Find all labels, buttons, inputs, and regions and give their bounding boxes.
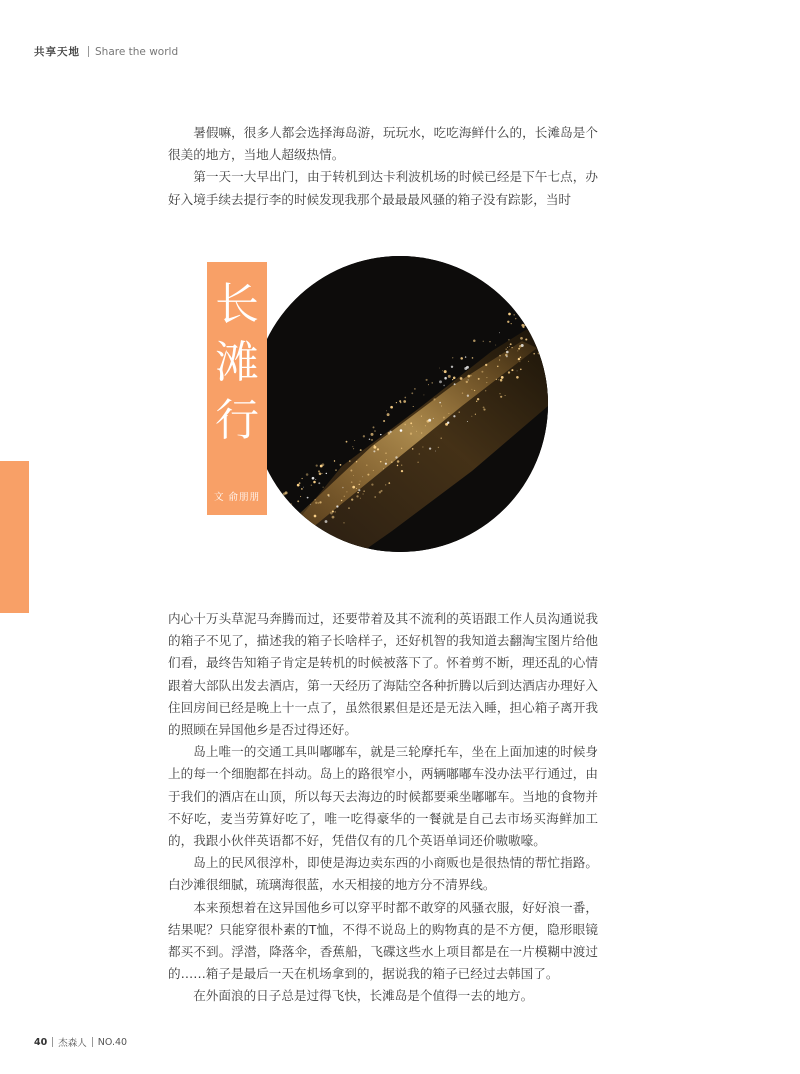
city-light [322,463,325,466]
city-light [422,446,423,447]
city-light [417,462,418,463]
city-light [478,378,480,380]
city-light [507,347,508,348]
city-light [307,497,309,499]
city-light [542,348,545,351]
night-city-lights-image [252,256,548,552]
city-light [519,345,522,348]
city-light [373,450,375,452]
city-light [483,406,485,408]
city-light [411,392,413,394]
city-light [371,483,373,485]
city-light [400,429,403,432]
city-light [318,470,320,472]
city-light [395,456,397,458]
city-light [520,368,522,370]
city-light [380,434,381,435]
city-light [506,351,509,354]
city-light [509,346,510,347]
city-light [477,398,479,400]
city-light [346,441,348,443]
city-light [344,522,345,523]
city-light [508,339,509,340]
city-light [474,390,475,391]
city-light [462,392,463,393]
city-light [314,499,315,500]
article-title [207,276,267,450]
city-light [544,336,545,337]
city-light [403,400,406,403]
city-light [396,402,397,403]
city-light [513,314,515,316]
city-light [397,460,400,463]
city-light [373,446,376,449]
city-light [373,470,374,471]
city-light [419,453,420,454]
city-light [454,383,456,385]
city-light [326,473,327,474]
city-light [520,337,523,340]
city-light [546,341,548,344]
city-light [519,361,520,362]
city-light [428,419,431,422]
city-light [321,473,322,474]
city-light [452,357,453,358]
city-light [516,305,518,307]
city-light [475,414,476,415]
city-light [485,364,487,366]
city-light [459,412,460,413]
city-light [306,473,309,476]
city-light [404,424,406,426]
city-light [413,406,414,407]
footer-divider [92,1037,93,1047]
city-light [520,302,521,303]
city-light [476,401,477,402]
city-light [399,400,401,402]
city-light [332,510,334,512]
city-light [536,322,539,325]
city-light [444,377,447,380]
city-light [352,486,355,489]
city-light [389,431,391,433]
city-light [468,379,469,380]
city-light [314,526,316,528]
city-light [352,446,353,447]
city-light [325,520,328,523]
city-light [433,418,434,419]
city-light [447,422,449,424]
paragraph: 在外面浪的日子总是过得飞快，长滩岛是个值得一去的地方。 [193,988,534,1004]
city-light [373,426,375,428]
city-light [441,438,442,439]
city-light [453,415,455,417]
city-light [442,370,443,371]
city-light [467,375,470,378]
city-light [438,447,439,448]
city-light [486,377,487,378]
article-photo [252,256,548,552]
paragraph: 岛上的民风很淳朴，即使是海边卖东西的小商贩也是很热情的帮忙指路。白沙滩很细腻，琉璃海很蓝，水天相接的地方分不清界线。 [168,855,598,893]
city-light [499,355,501,357]
city-light [517,370,518,371]
city-light [299,482,301,484]
city-light [318,482,320,484]
city-light [298,519,300,521]
city-light [358,489,360,491]
city-light [311,530,313,532]
city-light [341,500,342,501]
city-light [346,491,347,492]
city-light [467,421,468,422]
header-divider [88,46,89,57]
city-light [310,504,311,505]
magazine-name: 杰森人 [58,1038,87,1049]
city-light [379,491,381,493]
city-light [377,448,379,450]
city-light [489,341,490,342]
city-light [385,484,386,485]
city-light [314,515,317,518]
city-light [311,484,312,485]
city-light [391,461,393,463]
city-light [517,350,518,351]
city-light [497,366,498,367]
city-light [286,515,288,517]
city-light [453,377,456,380]
city-light [332,516,335,519]
city-light [297,484,300,487]
city-light [383,420,385,422]
city-light [316,465,318,467]
main-text [168,608,598,1008]
city-light [351,498,353,500]
city-light [538,353,540,355]
city-light [520,357,522,359]
city-light [371,439,372,440]
city-light [439,368,440,369]
city-light [302,478,303,479]
city-light [385,463,387,465]
byline: 文 俞朋朋 [213,492,261,503]
city-light [467,395,469,397]
city-light [499,359,500,360]
city-light [507,321,509,323]
city-light [348,507,349,508]
city-light [540,336,541,337]
city-light [448,413,449,414]
city-light [472,357,474,359]
city-light [547,354,548,357]
city-light [387,413,390,416]
city-light [508,371,510,373]
city-light [334,511,336,513]
city-light [342,487,344,489]
city-light [428,384,429,385]
city-light [344,496,345,497]
city-light [390,406,393,409]
city-light [354,440,355,441]
city-light [444,370,447,373]
city-light [367,474,369,476]
running-header [34,44,178,59]
city-light [371,433,374,436]
city-light [505,348,507,350]
city-light [297,500,299,502]
paragraph: 本来预想着在这异国他乡可以穿平时都不敢穿的风骚衣服，好好浪一番，结果呢？只能穿很朴素的T恤，不得不说岛上的购物真的是不方便，隐形眼镜都买不到。浮潜，降落伞，香蕉船，飞碟这些水上项目都是在一片模糊中渡过的……箱子是最后一天在机场拿到的，据说我的箱子已经过去韩国了。 [168,899,598,982]
page-number: 40 [34,1036,48,1048]
city-light [465,356,466,357]
city-light [410,433,412,435]
city-light [441,405,442,406]
title-char: 行 [215,395,259,446]
city-light [323,487,324,488]
city-light [301,488,303,490]
city-light [471,389,472,390]
city-light [319,501,321,503]
city-light [285,491,288,494]
city-light [357,492,358,493]
city-light [505,395,506,396]
paragraph: 第一天一大早出门，由于转机到达卡利波机场的时候已经是下午七点，办好入境手续去提行李的时候发现我那个最最最风骚的箱子没有踪影，当时 [168,169,598,207]
city-light [423,394,424,395]
city-light [410,422,412,424]
city-light [350,470,352,472]
city-light [498,379,499,380]
city-light [397,465,398,466]
title-block [207,262,267,515]
city-light [483,341,484,342]
city-light [289,503,292,506]
city-light [495,345,496,346]
city-light [401,470,403,472]
city-light [360,481,361,482]
city-light [383,468,384,469]
issue-number: NO.40 [97,1036,128,1048]
city-light [360,449,362,451]
city-light [336,505,338,507]
city-light [460,377,463,380]
city-light [511,369,513,371]
city-light [362,476,363,477]
city-light [359,484,360,485]
city-light [506,355,508,357]
city-light [425,425,426,426]
city-light [452,379,453,380]
footer-divider [52,1037,53,1047]
city-light [363,435,365,437]
city-light [360,498,361,499]
city-light [443,385,445,387]
page-footer [34,1035,127,1049]
city-light [464,367,467,370]
city-light [533,353,535,355]
city-light [404,397,406,399]
city-light [319,473,322,476]
city-light [288,516,290,518]
city-light [470,375,471,376]
city-light [386,410,387,411]
city-light [485,390,486,391]
city-light [315,479,316,480]
city-light [334,460,335,461]
section-title: 共享天地 [34,46,80,58]
city-light [303,487,304,488]
city-light [508,313,511,316]
city-light [439,402,441,404]
city-light [356,461,357,462]
city-light [525,338,527,340]
city-light [439,380,442,383]
city-light [369,438,371,440]
city-light [525,299,526,300]
city-light [313,481,316,484]
city-light [433,398,435,400]
city-light [414,388,416,390]
city-light [412,426,413,427]
city-light [363,493,364,494]
city-light [443,417,445,419]
city-light [416,431,417,432]
city-light [501,376,504,379]
city-light [500,393,501,394]
city-light [519,311,521,313]
city-light [388,482,390,484]
city-light [363,491,364,492]
city-light [524,324,526,326]
city-light [481,371,483,373]
section-subtitle: Share the world [95,45,179,58]
city-light [518,358,520,360]
city-light [374,496,376,498]
city-light [421,432,422,433]
city-light [412,448,414,450]
city-light [500,396,502,398]
city-light [426,379,428,381]
city-light [511,347,512,348]
city-light [421,416,422,417]
city-light [448,375,451,378]
city-light [374,430,376,432]
city-light [401,465,402,466]
city-light [353,475,354,476]
city-light [432,382,433,383]
city-light [318,502,320,504]
city-light [471,416,472,417]
city-light [353,448,354,449]
city-light [380,461,382,463]
city-light [328,495,329,496]
paragraph: 岛上唯一的交通工具叫嘟嘟车，就是三轮摩托车，坐在上面加速的时候身上的每一个细胞都在抖动。岛上的路很窄小，两辆嘟嘟车没办法平行通过，由于我们的酒店在山顶，所以每天去海边的时候都要乘坐嘟嘟车。当地的食物并不好吃，麦当劳算好吃了，唯一吃得豪华的一餐就是自己去市场买海鲜加工的，我跟小伙伴英语都不好，凭借仅有的几个英语单词还价嗷嗷嚎。 [168,744,598,849]
city-light [483,409,485,411]
city-light [291,523,293,525]
city-light [349,460,350,461]
title-char: 滩 [215,337,259,388]
city-light [356,488,357,489]
city-light [511,323,512,324]
city-light [386,459,387,460]
city-light [528,361,529,362]
city-light [499,332,500,333]
intro-text [168,122,598,211]
city-light [473,339,476,342]
city-light [300,496,301,497]
city-light [496,379,497,380]
city-light [312,477,315,480]
city-light [435,451,436,452]
side-accent-bar [0,461,29,613]
city-light [466,381,468,383]
city-light [515,318,516,319]
city-light [451,366,453,368]
city-light [401,448,402,449]
city-light [522,326,524,328]
city-light [460,357,463,360]
city-light [516,376,519,379]
city-light [537,324,540,327]
city-light [335,469,337,471]
city-light [356,495,358,497]
city-light [530,316,531,317]
title-char: 长 [215,279,259,330]
paragraph: 暑假嘛，很多人都会选择海岛游，玩玩水，吃吃海鲜什么的，长滩岛是个很美的地方，当地人超级热情。 [168,125,598,163]
city-light [283,502,285,504]
city-light [486,382,487,383]
city-light [366,464,367,465]
paragraph: 内心十万头草泥马奔腾而过，还要带着及其不流利的英语跟工作人员沟通说我的箱子不见了，描述我的箱子长啥样子，还好机智的我知道去翻淘宝图片给他们看，最终告知箱子肯定是转机的时候被落下了。怀着剪不断，理还乱的心情跟着大部队出发去酒店，第一天经历了海陆空各种折腾以后到达酒店办理好入住回房间已经是晚上十一点了，虽然很累但是还是无法入睡，担心箱子离开我的照顾在异国他乡是否过得还好。 [168,611,598,738]
city-light [351,481,353,483]
city-light [340,464,342,466]
city-light [297,522,300,525]
city-light [429,447,431,449]
city-light [510,343,512,345]
city-light [385,453,386,454]
city-light [500,379,503,382]
city-light [518,348,520,350]
city-light [315,502,317,504]
